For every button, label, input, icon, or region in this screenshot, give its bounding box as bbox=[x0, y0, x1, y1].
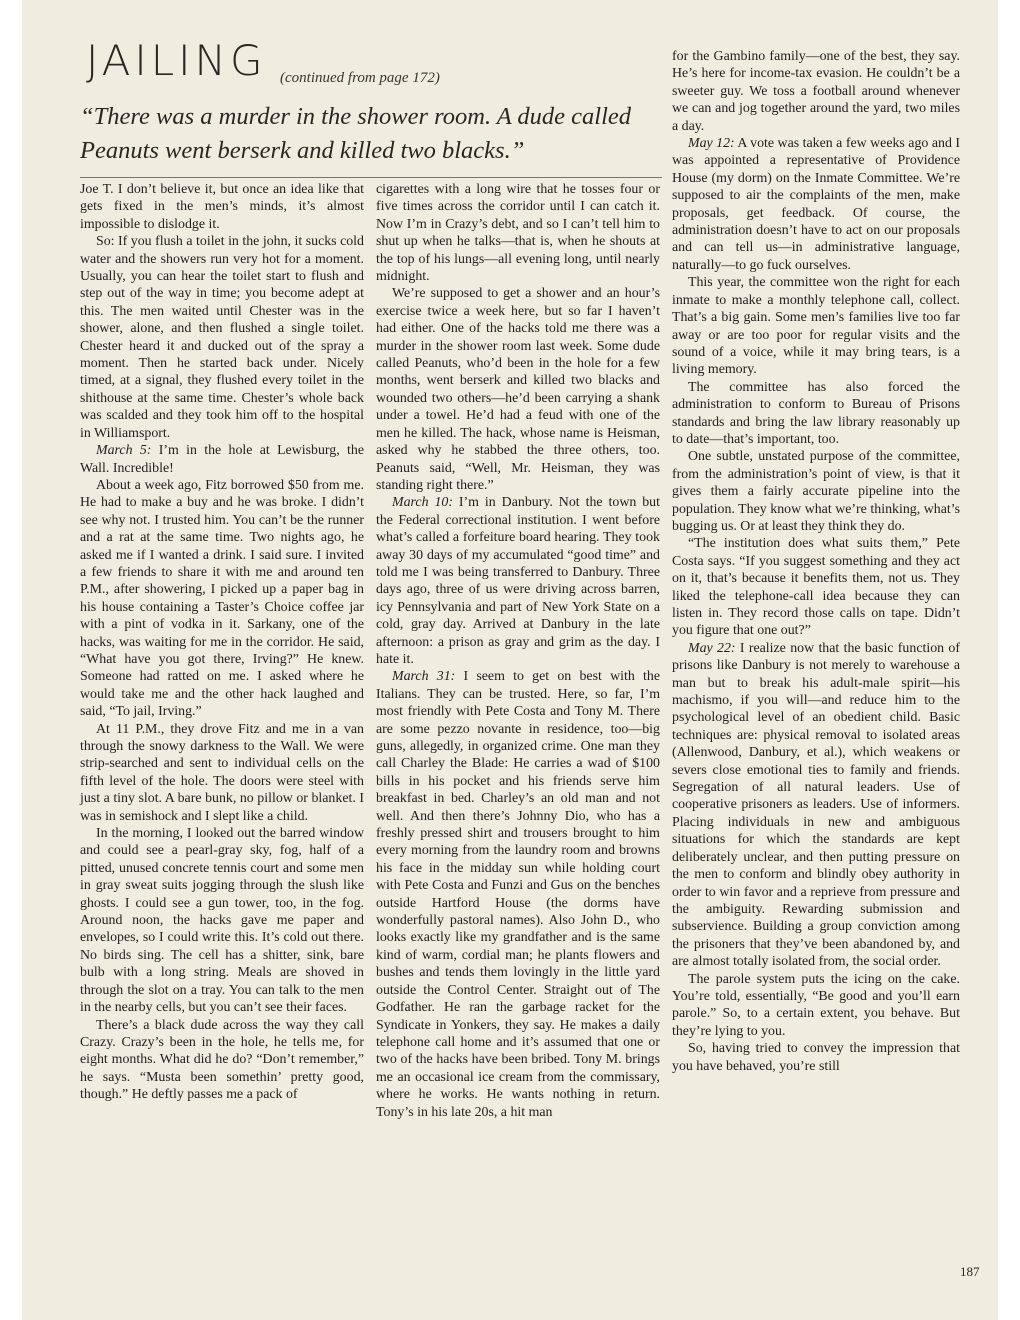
paragraph-text: About a week ago, Fitz borrowed $50 from me. He had to make a buy and he was broke. I didn’t see why not. I trusted him. You can’t be the runner and a rat at the same time. Two nights ago, he asked me if I wanted a drink. I said sure. I invited a few friends to share it with me and around ten P.M., after showering, I picked up a paper bag in his house containing a Taster’s Choice coffee jar with a pint of vodka in it. Sarkany, one of the hacks, was waiting for me in the corridor. He said, “What have you got there, Irving?” He knew. Someone had ratted on me. I asked where he would take me and the other hack laughed and said, “To jail, Irving.” bbox=[80, 477, 364, 720]
paragraph-text: So, having tried to convey the impression that you have behaved, you’re still bbox=[672, 1041, 960, 1074]
paragraph bbox=[672, 535, 960, 639]
paragraph bbox=[672, 135, 960, 274]
paragraph-text: The committee has also forced the administration to conform to Bureau of Prisons standards and bring the law library reasonably up to date—that’s important, too. bbox=[672, 379, 960, 447]
paragraph-text: I’m in Danbury. Not the town but the Federal correctional institution. I went before what’s called a forfeiture board hearing. They took away 30 days of my accumulated “good time” and told me I was being transferred to Danbury. Three days ago, three of us were driving across barren, icy Pennsylvania and part of New York State on a cold, gray day. Arrived at Danbury in the late afternoon: a prison as gray and grim as the day. I hate it. bbox=[376, 495, 660, 667]
paragraph-text: “The institution does what suits them,” Pete Costa says. “If you suggest something and they act on it, that’s because it benefits them, not us. They liked the telephone-call idea because they can listen in. They record those calls on tape. Didn’t you figure that one out?” bbox=[672, 536, 960, 639]
dateline: March 5: bbox=[96, 443, 152, 459]
paragraph bbox=[672, 448, 960, 535]
paragraph-text: At 11 P.M., they drove Fitz and me in a van through the snowy darkness to the Wall. We were strip-searched and sent to individual cells on the fifth level of the hole. The doors were steel with just a tiny slot. A bare bunk, no pillow or blanket. I was in semishock and I slept like a child. bbox=[80, 721, 364, 824]
paragraph bbox=[80, 181, 364, 233]
dateline: May 12: bbox=[688, 136, 735, 152]
paragraph bbox=[376, 181, 660, 285]
paragraph bbox=[80, 825, 364, 1016]
paragraph bbox=[672, 274, 960, 378]
paragraph-text: I’m in the hole at Lewisburg, the Wall. Incredible! bbox=[80, 443, 364, 476]
paragraph bbox=[80, 477, 364, 721]
pull-quote-rule bbox=[80, 177, 662, 178]
paragraph bbox=[80, 1017, 364, 1104]
text-column-3 bbox=[672, 48, 960, 1075]
paragraph bbox=[672, 971, 960, 1041]
paragraph-text: The parole system puts the icing on the cake. You’re told, essentially, “Be good and you’ll earn parole.” So, to a certain extent, you behave. But they’re lying to you. bbox=[672, 971, 960, 1039]
article-title: JAILING bbox=[86, 36, 267, 85]
paragraph-text: In the morning, I looked out the barred window and could see a pearl-gray sky, fog, half of a pitted, unused concrete tennis court and some men in gray sweat suits jogging through the slush like ghosts. I could see a gun tower, too, in the fog. Around noon, the hacks gave me paper and envelopes, so I could write this. It’s cold out there. No birds sing. The cell has a shitter, sink, bare bulb with a long string. Meals are shoved in through the slot on a tray. You can talk to the men in the nearby cells, but you can’t see their faces. bbox=[80, 826, 364, 1016]
paragraph-text: A vote was taken a few weeks ago and I was appointed a representative of Providence House (my dorm) on the Inmate Committee. We’re supposed to air the complaints of the men, make proposals, get feedback. Of course, the administration doesn’t have to act on our proposals and can tell us—in administrative language, naturally—to go fuck ourselves. bbox=[672, 136, 961, 273]
continued-note: (continued from page 172) bbox=[280, 70, 440, 86]
magazine-page bbox=[22, 0, 998, 1320]
paragraph-text: So: If you flush a toilet in the john, it sucks cold water and the showers run very hot for a moment. Usually, you can hear the toilet start to flush and step out of the way in time; you become adept at this. The men waited until Chester was in the shower, alone, and then flushed a single toilet. Chester heard it and ducked out of the spray a moment. Then he started back under. Nicely timed, at a signal, they flushed every toilet in the shithouse at the same time. Chester’s whole back was scalded and they took him off to the hospital in Williamsport. bbox=[80, 234, 364, 441]
text-column-2 bbox=[376, 181, 660, 1121]
paragraph bbox=[376, 494, 660, 668]
paragraph-text: cigarettes with a long wire that he tosses four or five times across the corridor until I can catch it. Now I’m in Crazy’s debt, and so I can’t tell him to shut up when he talks—that is, when he shouts at the top of his lungs—all evening long, until nearly midnight. bbox=[376, 182, 660, 285]
pull-quote: “There was a murder in the shower room. A dude called Peanuts went berserk and killed two blacks.” bbox=[80, 103, 632, 164]
dateline: May 22: bbox=[688, 640, 736, 656]
paragraph-text: One subtle, unstated purpose of the committee, from the administration’s point of view, is that it gives them a fairly accurate pipeline into the population. They know what we’re thinking, what’s bugging us. Or at least they think they do. bbox=[672, 449, 960, 534]
paragraph bbox=[376, 285, 660, 494]
paragraph bbox=[80, 233, 364, 442]
dateline: March 10: bbox=[392, 495, 453, 511]
paragraph-text: for the Gambino family—one of the best, they say. He’s here for income-tax evasion. He couldn’t be a sweeter guy. We toss a football around whenever we can and jog together around the yard, two miles a day. bbox=[672, 49, 960, 134]
paragraph-text: I realize now that the basic function of prisons like Danbury is not merely to warehouse a man but to break his adult-male spirit—his machismo, if you will—and reduce him to the psychological level of an obedient child. Basic techniques are: physical removal to isolated areas (Allenwood, Danbury, et al.), which weakens or severs close emotional ties to family and friends. Segregation of all natural leaders. Use of cooperative prisoners as leaders. Use of informers. Placing individuals in new and ambiguous situations for which the standards are kept deliberately unclear, and then putting pressure on the men to conform and blindly obey authority in order to win favor and a reprieve from pressure and the ambiguity. Rewarding submission and subservience. Building a group conviction among the prisoners that they’ve been abandoned by, and are almost totally isolated from, the social order. bbox=[672, 640, 960, 970]
paragraph-text: This year, the committee won the right for each inmate to make a monthly telephone call, collect. That’s a big gain. Some men’s families live too far away or are too poor for regular visits and the sound of a voice, while it may bring tears, is a living memory. bbox=[672, 275, 960, 378]
paragraph bbox=[672, 379, 960, 449]
page-number: 187 bbox=[960, 1264, 980, 1279]
paragraph bbox=[672, 640, 960, 971]
paragraph-text: We’re supposed to get a shower and an hour’s exercise twice a week here, but so far I haven’t had either. One of the hacks told me there was a murder in the shower room last week. Some dude called Peanuts, who’d been in the hole for a few months, went berserk and killed two blacks and wounded two others—he’d been carrying a shank under a towel. He’d had a feud with one of the men he killed. The hack, whose name is Heisman, asked why he stabbed the three others, too. Peanuts said, “Well, Mr. Heisman, they was standing right there.” bbox=[376, 286, 660, 493]
paragraph bbox=[80, 442, 364, 477]
text-column-1 bbox=[80, 181, 364, 1104]
paragraph-text: There’s a black dude across the way they call Crazy. Crazy’s been in the hole, he tells me, for eight months. What did he do? “Don’t remember,” he says. “Musta been somethin’ pretty good, though.” He deftly passes me a pack of bbox=[80, 1017, 364, 1103]
paragraph bbox=[376, 668, 660, 1121]
paragraph-text: I seem to get on best with the Italians. They can be trusted. Here, so far, I’m most friendly with Pete Costa and Tony M. There are some pezzo novante in residence, too—big guns, allegedly, in organized crime. One man they call Charley the Blade: He carries a wad of $100 bills in his pocket and his friends serve him breakfast in bed. Charley’s an old man and not well. And then there’s Johnny Dio, who has a freshly pressed shirt and trousers brought to him every morning from the laundry room and browns his face in the midday sun while holding court with Pete Costa and Funzi and Gus on the benches outside Hartford House (the dorms have wonderfully pastoral names). Also John D., who looks exactly like my grandfather and is the same kind of warm, cordial man; he plants flowers and bushes and tends them lovingly in the little yard outside the Control Center. Straight out of The Godfather. He ran the garbage racket for the Syndicate in Yonkers, they say. He makes a daily telephone call home and it’s assumed that one or two of the hacks have been bribed. Tony M. brings me an occasional ice cream from the commissary, where he works. He wants nothing in return. Tony’s in his late 20s, a hit man bbox=[376, 669, 660, 1120]
paragraph bbox=[80, 721, 364, 825]
paragraph bbox=[672, 48, 960, 135]
paragraph bbox=[672, 1040, 960, 1075]
dateline: March 31: bbox=[392, 669, 456, 685]
paragraph-text: Joe T. I don’t believe it, but once an idea like that gets fixed in the men’s minds, it’s almost impossible to dislodge it. bbox=[80, 182, 364, 232]
